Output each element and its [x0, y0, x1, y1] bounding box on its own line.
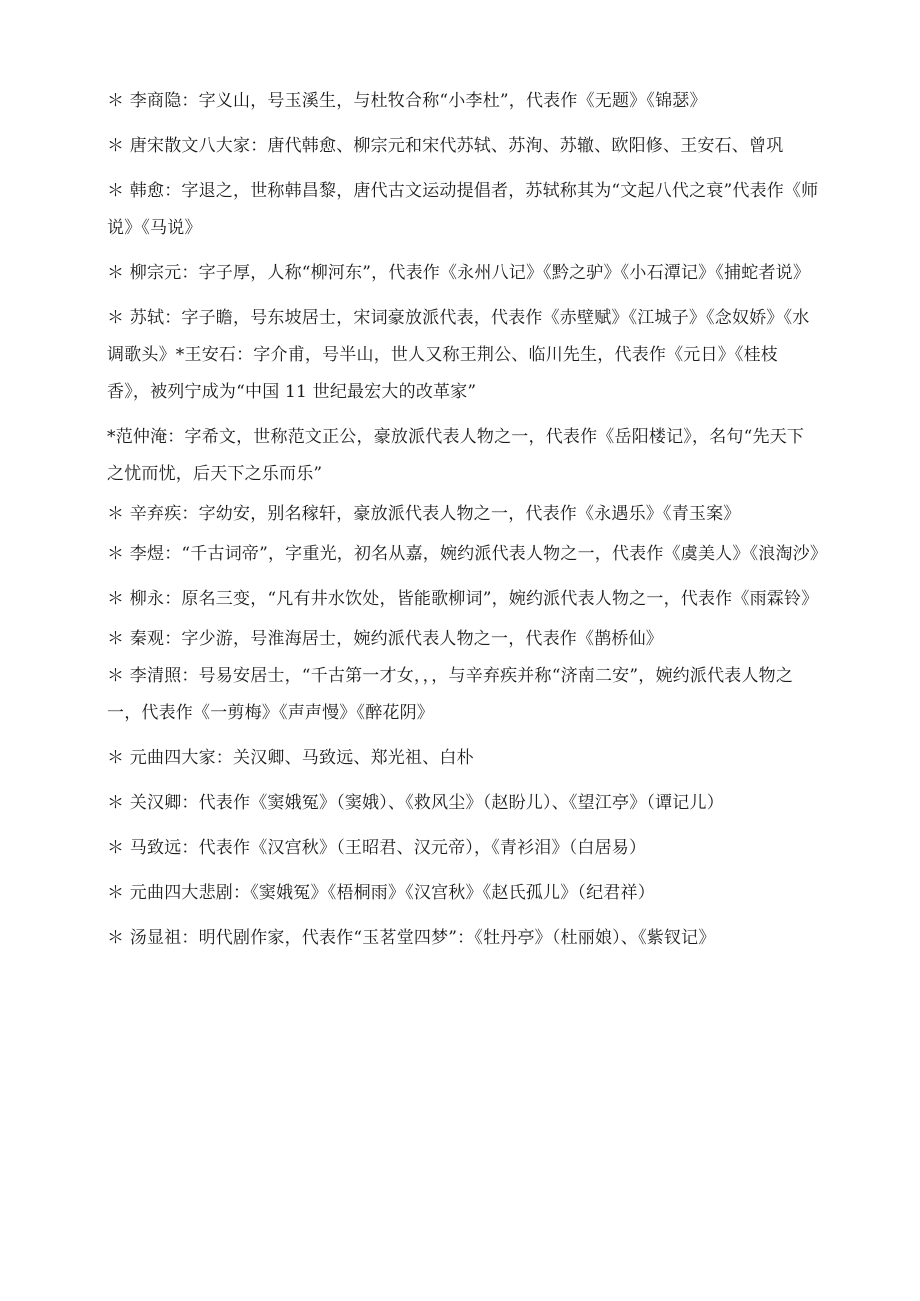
- entry-fan-zhongyan: *范仲淹：字希文，世称范文正公，豪放派代表人物之一，代表作《岳阳楼记》，名句“先天下之忧而忧，后天下之乐而乐”: [107, 427, 805, 484]
- entry-ma-zhiyuan: ＊ 马致远：代表作《汉宫秋》（王昭君、汉元帝），《青衫泪》（白居易）: [107, 838, 647, 858]
- entry-liu-zongyuan: ＊ 柳宗元：字子厚，人称“柳河东”，代表作《永州八记》《黔之驴》《小石潭记》《捕蛇者说》: [107, 263, 811, 283]
- entry-li-qingzhao: ＊ 李清照：号易安居士，“千古第一才女，，，与辛弃疾并称“济南二安”，婉约派代表人物之一，代表作《一剪梅》《声声慢》《醉花阴》: [107, 666, 794, 723]
- entry-liu-yong: ＊ 柳永：原名三变，“凡有井水饮处，皆能歌柳词”，婉约派代表人物之一，代表作《雨霖铃》: [107, 589, 819, 609]
- entry-guan-hanqing: ＊ 关汉卿：代表作《窦娥冤》（窦娥）、《救风尘》（赵盼儿）、《望江亭》（谭记儿）: [107, 793, 724, 813]
- entry-li-yu: ＊ 李煜：“千古词帝”，字重光，初名从嘉，婉约派代表人物之一，代表作《虞美人》《浪淘沙》: [107, 544, 828, 564]
- entry-xin-qiji: ＊ 辛弃疾：字幼安，别名稼轩，豪放派代表人物之一，代表作《永遇乐》《青玉案》: [107, 504, 741, 524]
- entry-tang-xianzu: ＊ 汤显祖：明代剧作家，代表作“玉茗堂四梦”：《牡丹亭》（杜丽娘）、《紫钗记》: [107, 928, 716, 948]
- entry-qin-guan: ＊ 秦观：字少游，号淮海居士，婉约派代表人物之一，代表作《鹊桥仙》: [107, 629, 664, 649]
- entry-li-shangyin: ＊ 李商隐：字义山，号玉溪生，与杜牧合称“小李杜”，代表作《无题》《锦瑟》: [107, 91, 707, 111]
- entry-su-shi-wang-anshi: ＊ 苏轼：字子瞻，号东坡居士，宋词豪放派代表，代表作《赤壁赋》《江城子》《念奴娇》《水调歌头》*王安石：字介甫，号半山，世人又称王荆公、临川先生，代表作《元日》《桂枝香》，被列宁成为“中国 11 世纪最宏大的改革家”: [107, 308, 810, 402]
- entry-yuan-qu-four-tragedies: ＊ 元曲四大悲剧：《窦娥冤》《梧桐雨》《汉宫秋》《赵氏孤儿》（纪君祥）: [107, 883, 655, 903]
- entry-han-yu: ＊ 韩愈：字退之，世称韩昌黎，唐代古文运动提倡者，苏轼称其为“文起八代之衰”代表作《师说》《马说》: [107, 181, 819, 238]
- entry-yuan-qu-four-masters: ＊ 元曲四大家：关汉卿、马致远、郑光祖、白朴: [107, 748, 474, 768]
- literature-notes-list: [107, 83, 828, 957]
- entry-tang-song-eight-masters: ＊ 唐宋散文八大家：唐代韩愈、柳宗元和宋代苏轼、苏洵、苏辙、欧阳修、王安石、曾巩: [107, 136, 784, 156]
